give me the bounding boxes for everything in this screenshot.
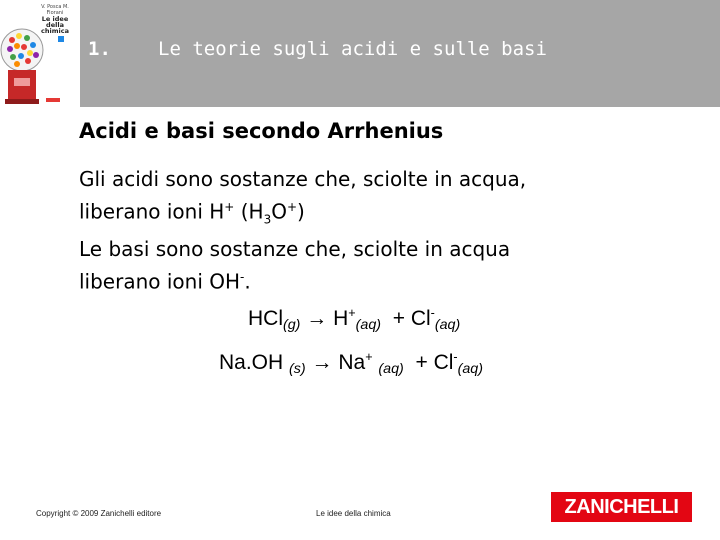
state-label: (aq): [457, 361, 483, 377]
charge-superscript: -: [430, 306, 435, 320]
product: Na: [338, 351, 366, 374]
plus-sign: +: [415, 351, 428, 374]
acids-line-1: Gli acidi sono sostanze che, sciolte in acqua,: [79, 167, 527, 191]
product: Cl: [433, 351, 454, 374]
reactant: HCl: [248, 307, 283, 330]
equation-hcl: [248, 306, 460, 331]
reactant: Na.OH: [219, 351, 284, 374]
state-label: (aq): [355, 317, 382, 333]
header-bar: [0, 0, 720, 107]
equation-naoh: [219, 350, 483, 375]
publisher-logo: ZANICHELLI: [551, 492, 692, 522]
charge-superscript: -: [453, 350, 458, 364]
book-cover-image: [0, 0, 80, 107]
bases-line-2: [79, 263, 510, 296]
state-label: (aq): [434, 317, 461, 333]
cover-authors: V. Posca M. Fiorani: [41, 4, 69, 16]
cover-title: Le idee della chimica: [41, 15, 69, 35]
state-label: (s): [289, 361, 306, 377]
arrow-icon: →: [306, 307, 328, 330]
charge-superscript: +: [286, 200, 298, 214]
state-label: (g): [283, 317, 301, 333]
text-fragment: .: [244, 269, 251, 294]
text-fragment: O: [271, 199, 287, 224]
charge-superscript: +: [365, 350, 373, 364]
slide-number: 1.: [88, 38, 111, 60]
bases-line-1: Le basi sono sostanze che, sciolte in acqua: [79, 237, 511, 261]
product: Cl: [410, 307, 431, 330]
acids-definition: [79, 165, 526, 234]
text-fragment: liberano ioni H: [79, 199, 225, 224]
slide-title: Le teorie sugli acidi e sulle basi: [158, 38, 547, 60]
acids-line-2: [79, 193, 526, 234]
arrow-icon: →: [311, 351, 333, 374]
text-fragment: liberano ioni OH: [79, 269, 241, 294]
plus-sign: +: [392, 307, 405, 330]
copyright-text: Copyright © 2009 Zanichelli editore: [36, 509, 162, 518]
section-heading: Acidi e basi secondo Arrhenius: [79, 119, 444, 143]
subscript: 3: [263, 212, 272, 227]
state-label: (aq): [378, 361, 404, 377]
bases-definition: [79, 235, 510, 296]
charge-superscript: +: [224, 200, 235, 214]
cover-text: [34, 4, 76, 34]
charge-superscript: +: [348, 306, 356, 320]
product: H: [333, 307, 349, 330]
text-fragment: ): [297, 199, 305, 224]
charge-superscript: -: [240, 270, 245, 284]
book-title-footer: Le idee della chimica: [316, 509, 391, 518]
text-fragment: (H: [234, 199, 264, 224]
